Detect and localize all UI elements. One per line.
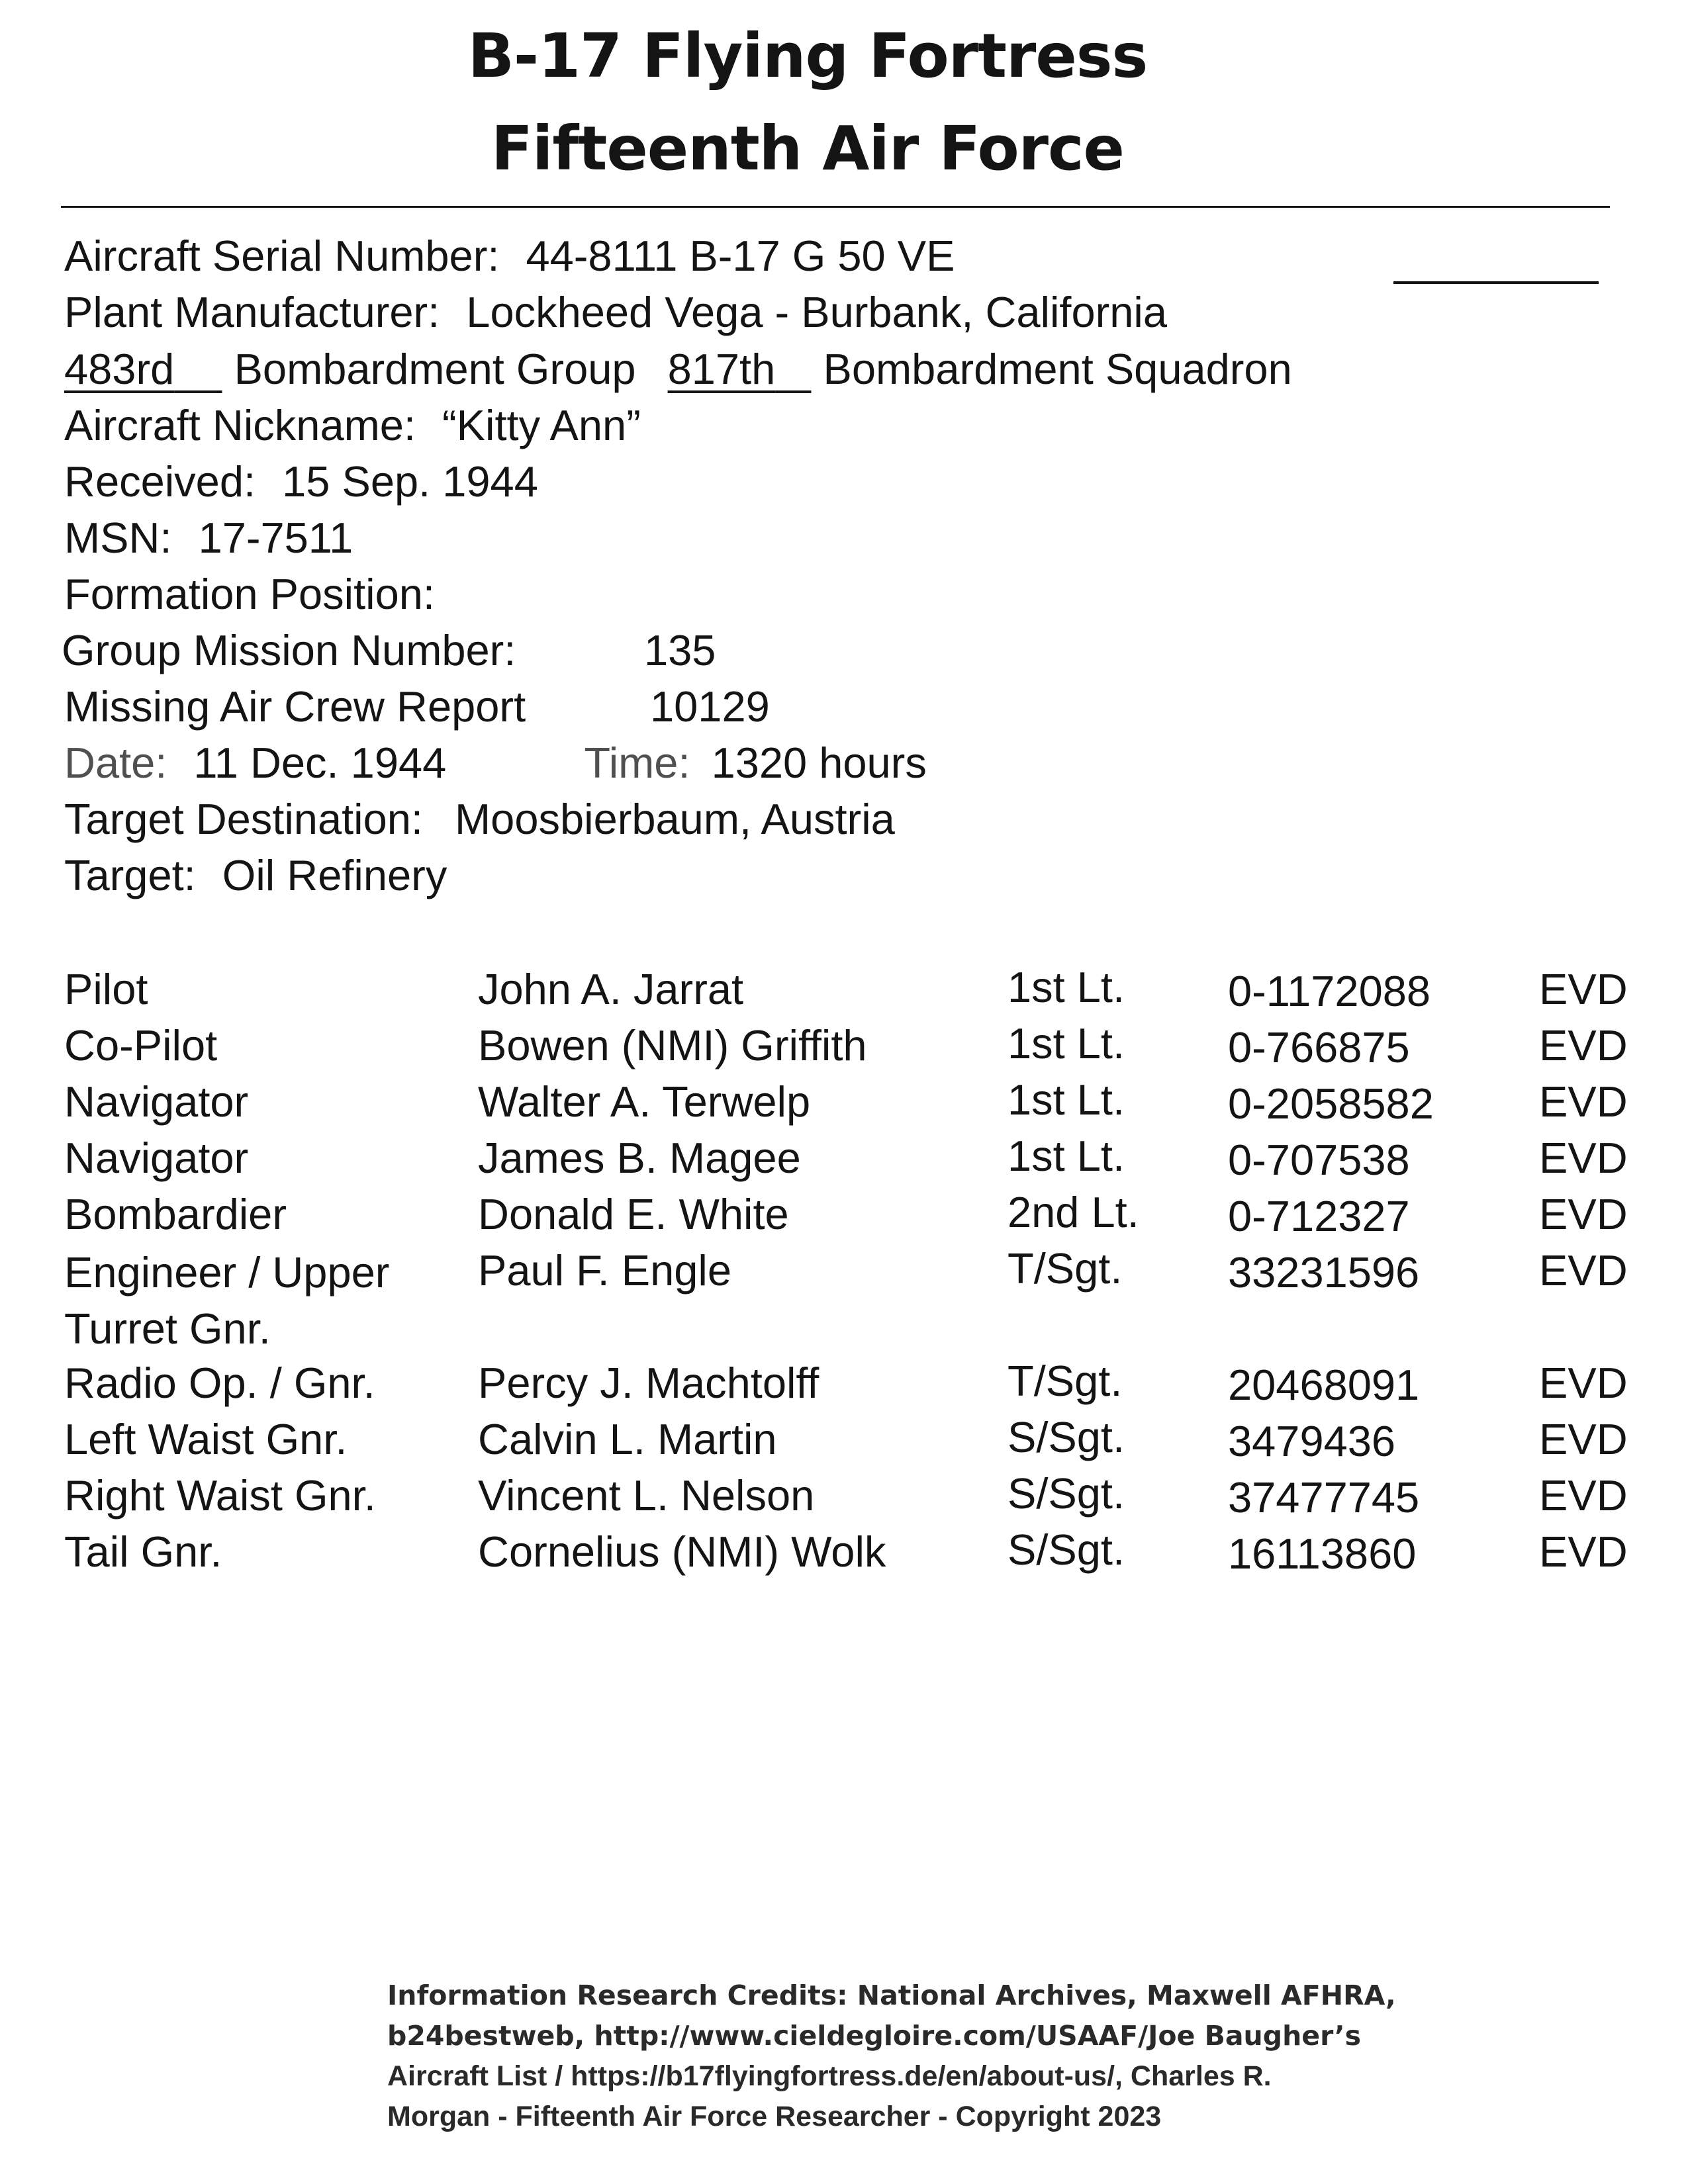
crew-name: Walter A. Terwelp: [478, 1077, 811, 1126]
crew-role: Tail Gnr.: [64, 1527, 222, 1576]
crew-rank: 1st Lt.: [1008, 1019, 1125, 1068]
crew-serial-number: 0-766875: [1228, 1023, 1410, 1071]
manufacturer-row: [64, 286, 1167, 339]
crew-role: Engineer / Upper Turret Gnr.: [64, 1248, 390, 1353]
crew-serial-number: 3479436: [1228, 1417, 1396, 1465]
date-label: Date:: [64, 739, 167, 787]
crew-name: John A. Jarrat: [478, 965, 744, 1013]
crew-name: Vincent L. Nelson: [478, 1471, 815, 1520]
date-value: 11 Dec. 1944: [193, 739, 447, 787]
crew-role: Co-Pilot: [64, 1021, 218, 1069]
target-row: [64, 849, 447, 902]
crew-status: EVD: [1539, 965, 1628, 1013]
crew-name: Cornelius (NMI) Wolk: [478, 1527, 886, 1576]
crew-status: EVD: [1539, 1527, 1628, 1576]
squadron-number: 817th: [667, 345, 776, 393]
crew-name: Calvin L. Martin: [478, 1415, 777, 1463]
credits-line: Morgan - Fifteenth Air Force Researcher - Copyright 2023: [387, 2101, 1162, 2132]
msn-value: 17-7511: [198, 514, 353, 562]
crew-name: Paul F. Engle: [478, 1246, 732, 1295]
crew-serial-number: 0-707538: [1228, 1136, 1410, 1184]
crew-status: EVD: [1539, 1471, 1628, 1520]
macr-label: Missing Air Crew Report: [64, 682, 526, 731]
date-time-row: [64, 737, 927, 790]
time-label: Time:: [584, 739, 690, 787]
crew-status: EVD: [1539, 1190, 1628, 1238]
crew-role: Bombardier: [64, 1190, 287, 1238]
crew-name: Donald E. White: [478, 1190, 789, 1238]
crew-status: EVD: [1539, 1246, 1628, 1295]
crew-serial-number: 20468091: [1228, 1361, 1420, 1409]
page-title-air-force: Fifteenth Air Force: [491, 113, 1124, 184]
crew-rank: 1st Lt.: [1008, 963, 1125, 1011]
group-label: Bombardment Group: [234, 345, 636, 393]
research-credits: [387, 1976, 1396, 2137]
serial-number-label: Aircraft Serial Number:: [64, 232, 500, 280]
crew-rank: S/Sgt.: [1008, 1413, 1125, 1461]
crew-role: Left Waist Gnr.: [64, 1415, 348, 1463]
crew-rank: 1st Lt.: [1008, 1075, 1125, 1124]
crew-role: Right Waist Gnr.: [64, 1471, 376, 1520]
crew-status: EVD: [1539, 1359, 1628, 1407]
crew-role: Radio Op. / Gnr.: [64, 1359, 375, 1407]
crew-serial-number: 0-2058582: [1228, 1079, 1434, 1128]
macr-value: 10129: [650, 682, 770, 731]
msn-label: MSN:: [64, 514, 172, 562]
nickname-label: Aircraft Nickname:: [64, 401, 416, 449]
group-squadron-row: [64, 343, 1292, 396]
credits-line: Aircraft List / https://b17flyingfortress.de/en/about-us/, Charles R.: [387, 2060, 1272, 2092]
formation-label: Formation Position:: [64, 570, 435, 618]
page-title-aircraft: B-17 Flying Fortress: [467, 21, 1148, 91]
target-value: Oil Refinery: [222, 851, 447, 899]
destination-row: [64, 793, 895, 846]
crew-serial-number: 0-712327: [1228, 1192, 1410, 1240]
crew-role: Pilot: [64, 965, 148, 1013]
manufacturer-value: Lockheed Vega - Burbank, California: [466, 288, 1168, 336]
blank-line: [1393, 281, 1599, 284]
target-label: Target:: [64, 851, 196, 899]
crew-role: Navigator: [64, 1077, 249, 1126]
credits-line: b24bestweb, http://www.cieldegloire.com/USAAF/Joe Baugher’s: [387, 2020, 1362, 2052]
squadron-label: Bombardment Squadron: [823, 345, 1292, 393]
destination-value: Moosbierbaum, Austria: [455, 795, 895, 843]
credits-line: Information Research Credits: National Archives, Maxwell AFHRA,: [387, 1979, 1396, 2011]
group-number: 483rd: [64, 345, 175, 393]
crew-rank: T/Sgt.: [1008, 1357, 1123, 1405]
formation-row: [64, 568, 435, 621]
crew-status: EVD: [1539, 1415, 1628, 1463]
crew-rank: 1st Lt.: [1008, 1132, 1125, 1180]
destination-label: Target Destination:: [64, 795, 423, 843]
crew-rank: T/Sgt.: [1008, 1244, 1123, 1293]
crew-name: Percy J. Machtolff: [478, 1359, 820, 1407]
received-value: 15 Sep. 1944: [282, 457, 538, 506]
crew-rank: S/Sgt.: [1008, 1525, 1125, 1574]
crew-serial-number: 37477745: [1228, 1473, 1420, 1522]
crew-serial-number: 33231596: [1228, 1248, 1420, 1297]
nickname-row: [64, 399, 641, 452]
mission-number-label: Group Mission Number:: [62, 626, 516, 674]
msn-row: [64, 512, 353, 565]
manufacturer-label: Plant Manufacturer:: [64, 288, 440, 336]
nickname-value: “Kitty Ann”: [442, 401, 641, 449]
macr-row: [64, 680, 770, 733]
crew-serial-number: 0-1172088: [1228, 967, 1431, 1015]
received-label: Received:: [64, 457, 256, 506]
crew-role: Navigator: [64, 1134, 249, 1182]
crew-serial-number: 16113860: [1228, 1529, 1417, 1578]
crew-status: EVD: [1539, 1077, 1628, 1126]
title-divider: [61, 206, 1610, 208]
mission-number-row: [62, 624, 716, 677]
crew-name: Bowen (NMI) Griffith: [478, 1021, 867, 1069]
serial-number-value: 44-8111 B-17 G 50 VE: [526, 232, 955, 280]
crew-rank: S/Sgt.: [1008, 1469, 1125, 1518]
crew-name: James B. Magee: [478, 1134, 801, 1182]
mission-number-value: 135: [644, 626, 716, 674]
received-row: [64, 455, 538, 508]
crew-rank: 2nd Lt.: [1008, 1188, 1139, 1236]
crew-status: EVD: [1539, 1021, 1628, 1069]
serial-number-row: [64, 230, 955, 283]
crew-status: EVD: [1539, 1134, 1628, 1182]
time-value: 1320 hours: [711, 739, 927, 787]
